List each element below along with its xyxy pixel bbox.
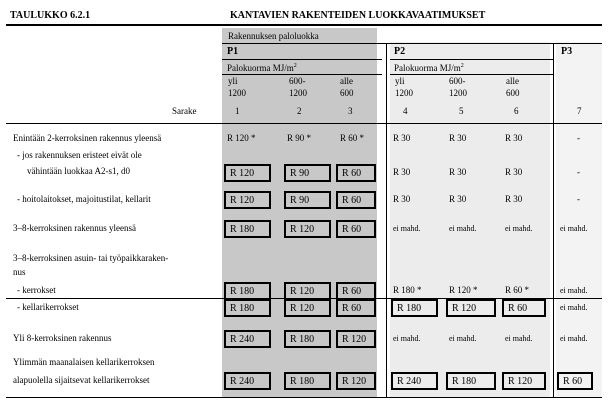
row2-c7: -	[577, 167, 580, 177]
row7-label: - kellarikerrokset	[17, 302, 79, 312]
group-p3: P3	[561, 46, 573, 57]
column-label: Sarake	[172, 106, 197, 116]
row8-c1: R 240	[224, 330, 271, 348]
col-num-5: 5	[459, 106, 464, 116]
p1-sub1-a: yli	[228, 76, 238, 86]
row1-c2: R 90 *	[287, 133, 312, 143]
p2-sub2-a: 600-	[449, 76, 466, 86]
row5-label-2: nus	[13, 267, 26, 277]
row8-c3: R 120	[336, 330, 376, 348]
p1-sub3-b: 600	[340, 88, 354, 98]
row2-c1: R 120	[224, 164, 271, 182]
row2-c4: R 30	[393, 167, 411, 177]
p2-sub3-a: alle	[506, 76, 519, 86]
p2-column-shade	[390, 42, 550, 398]
row6-c1: R 180	[224, 282, 271, 300]
row1-c4: R 30	[393, 133, 411, 143]
row3-c4: R 30	[393, 194, 411, 204]
row4-c3: R 60	[336, 220, 376, 238]
row3-c3: R 60	[336, 191, 376, 209]
row6-c2: R 120	[284, 282, 331, 300]
row7-c7: ei mahd.	[560, 303, 588, 312]
top-rule	[6, 24, 602, 26]
load-rule-top-p1	[222, 59, 382, 60]
row8-c6: ei mahd.	[505, 334, 533, 343]
row9-label-2: alapuolella sijaitsevat kellarikerrokset	[13, 375, 150, 385]
row1-c3: R 60 *	[340, 133, 365, 143]
row2-label-2: vähintään luokkaa A2-s1, d0	[27, 166, 130, 176]
row2-c2: R 90	[284, 164, 331, 182]
col-num-6: 6	[514, 106, 519, 116]
row9-c1: R 240	[224, 372, 271, 390]
row8-c5: ei mahd.	[449, 334, 477, 343]
group-p2: P2	[394, 46, 406, 57]
row8-c7: ei mahd.	[560, 334, 588, 343]
p1-sub2-b: 1200	[289, 88, 307, 98]
load-label-p1: Palokuorma $MJ/m^2$	[227, 63, 297, 73]
table-title: KANTAVIEN RAKENTEIDEN LUOKKAVAATIMUKSET	[230, 10, 486, 21]
row8-c4: ei mahd.	[393, 334, 421, 343]
p1-sub3-a: alle	[340, 76, 353, 86]
row9-c5: R 180	[446, 372, 496, 390]
row6-c7: ei mahd.	[560, 286, 588, 295]
row2-label-1: - jos rakennuksen eristeet eivät ole	[17, 150, 142, 160]
row4-c7: ei mahd.	[560, 224, 588, 233]
fire-class-label: Rakennuksen paloluokka	[228, 31, 319, 41]
row1-label: Enintään 2-kerroksinen rakennus yleensä	[13, 133, 162, 143]
divider-p2-p3	[553, 43, 554, 398]
row7-c3: R 60	[336, 299, 376, 317]
row3-c7: -	[577, 194, 580, 204]
load-rule-bottom-p2	[390, 74, 553, 75]
row9-label-1: Ylimmän maanalaisen kellarikerroksen	[13, 357, 155, 367]
row7-c4: R 180	[391, 299, 438, 317]
col-num-7: 7	[577, 106, 582, 116]
table-id: TAULUKKO 6.2.1	[10, 10, 91, 21]
load-rule-top-p2	[390, 59, 553, 60]
row7-c2: R 120	[284, 299, 331, 317]
row9-c2: R 180	[284, 372, 331, 390]
row9-c4: R 240	[391, 372, 438, 390]
row4-c6: ei mahd.	[505, 224, 533, 233]
row4-c4: ei mahd.	[393, 224, 421, 233]
row1-c7: -	[577, 133, 580, 143]
p3-column-shade	[556, 42, 602, 398]
row3-c6: R 30	[505, 194, 523, 204]
row6-c3: R 60	[336, 282, 376, 300]
p1-sub2-a: 600-	[289, 76, 306, 86]
row8-label: Yli 8-kerroksinen rakennus	[13, 333, 112, 343]
row5-label-1: 3–8-kerroksinen asuin- tai työpaikkaraken-	[13, 253, 169, 263]
group-rule	[222, 43, 602, 44]
header-bottom-rule	[6, 123, 602, 124]
row7-c6: R 60	[502, 299, 546, 317]
row9-c6: R 120	[502, 372, 546, 390]
row1-c1: R 120 *	[227, 133, 256, 143]
row3-c2: R 90	[284, 191, 331, 209]
row1-c5: R 30	[449, 133, 467, 143]
row4-c5: ei mahd.	[449, 224, 477, 233]
row8-c2: R 180	[284, 330, 331, 348]
divider-p1-p2	[386, 43, 387, 398]
row2-c5: R 30	[449, 167, 467, 177]
col-num-1: 1	[235, 106, 240, 116]
p2-sub1-b: 1200	[395, 88, 413, 98]
row9-c3: R 120	[336, 372, 376, 390]
row6-c6: R 60 *	[505, 285, 530, 295]
row4-label: 3–8-kerroksinen rakennus yleensä	[13, 223, 136, 233]
p2-sub1-a: yli	[395, 76, 405, 86]
p2-sub3-b: 600	[506, 88, 520, 98]
row9-c7: R 60	[557, 372, 593, 390]
row7-c1: R 180	[224, 299, 271, 317]
row2-c6: R 30	[505, 167, 523, 177]
p1-sub1-b: 1200	[228, 88, 246, 98]
col-num-3: 3	[348, 106, 353, 116]
row4-c1: R 180	[224, 220, 271, 238]
row7-c5: R 120	[446, 299, 496, 317]
bottom-rule	[6, 397, 602, 398]
row2-c3: R 60	[336, 164, 376, 182]
row6-label: - kerrokset	[17, 285, 56, 295]
load-label-p2: Palokuorma $MJ/m^2$	[394, 63, 464, 73]
row1-c6: R 30	[505, 133, 523, 143]
row3-c1: R 120	[224, 191, 271, 209]
p2-sub2-b: 1200	[449, 88, 467, 98]
row3-c5: R 30	[449, 194, 467, 204]
load-rule-bottom-p1	[222, 74, 382, 75]
row3-label: - hoitolaitokset, majoitustilat, kellarit	[17, 194, 151, 204]
row6-c4: R 180 *	[393, 285, 422, 295]
row6-c5: R 120 *	[449, 285, 478, 295]
row4-c2: R 120	[284, 220, 331, 238]
col-num-2: 2	[297, 106, 302, 116]
group-p1: P1	[227, 46, 239, 57]
col-num-4: 4	[403, 106, 408, 116]
